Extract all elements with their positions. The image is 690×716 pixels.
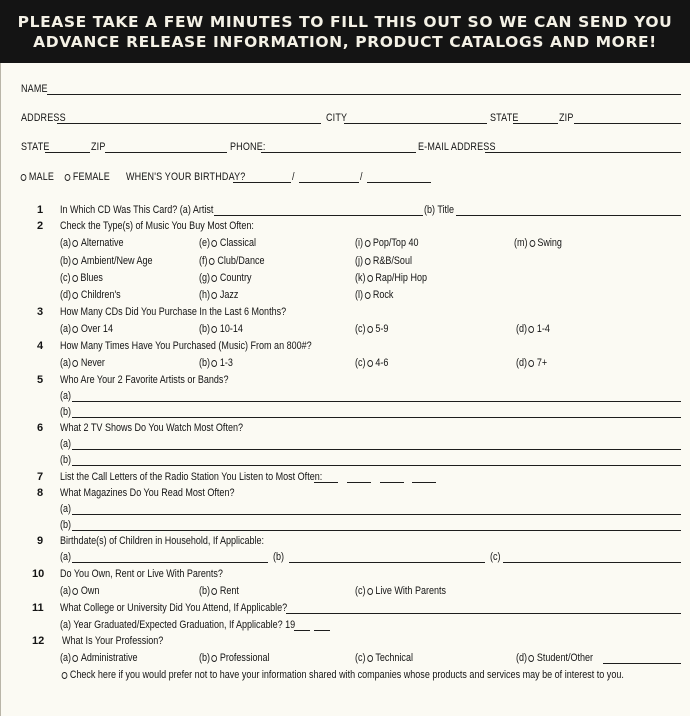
privacy-optout-checkbox[interactable] [60, 669, 624, 681]
radio-icon [212, 360, 218, 367]
profession-option[interactable] [516, 652, 593, 664]
gender-male[interactable] [19, 171, 54, 183]
music-option[interactable] [60, 272, 103, 284]
q8-text: What Magazines Do You Read Most Often? [60, 487, 235, 499]
grad-year-digit-field[interactable] [314, 630, 330, 631]
birthday-label: WHEN'S YOUR BIRTHDAY? [126, 171, 246, 183]
option-label: 7+ [536, 357, 548, 369]
header-banner [0, 0, 690, 63]
email-label: E-MAIL ADDRESS [418, 141, 496, 153]
music-option[interactable] [199, 289, 238, 301]
option-letter: (a) [60, 323, 72, 335]
q5-b-label: (b) [60, 406, 72, 418]
radio-icon [73, 588, 79, 595]
q10-text: Do You Own, Rent or Live With Parents? [60, 568, 223, 580]
q9-text: Birthdate(s) of Children in Household, If Applicable: [60, 535, 265, 547]
q11-text: What College or University Did You Attend, If Applicable? [60, 602, 288, 614]
option-label: Rent [219, 585, 239, 597]
option-label: 10-14 [219, 323, 243, 335]
birthday-day-field[interactable] [299, 182, 359, 183]
option-label: Children's [80, 289, 121, 301]
college-field[interactable] [286, 613, 681, 614]
question-number: 3 [37, 306, 44, 318]
banner-line-1: PLEASE TAKE A FEW MINUTES TO FILL THIS OUT SO WE CAN SEND YOU [17, 13, 673, 31]
cd-count-option[interactable] [516, 323, 550, 335]
female-label: FEMALE [72, 171, 110, 183]
birthday-slash-1: / [292, 171, 295, 183]
q7-text: List the Call Letters of the Radio Station You Listen to Most Often: [60, 471, 323, 483]
option-letter: (a) [60, 585, 72, 597]
male-label: MALE [28, 171, 55, 183]
question-number: 12 [32, 635, 45, 647]
radio-icon [212, 655, 218, 662]
gender-female[interactable] [63, 171, 110, 183]
option-letter: (m) [514, 237, 528, 249]
option-label: Rock [372, 289, 394, 301]
state-field[interactable] [513, 123, 558, 124]
music-option[interactable] [60, 237, 123, 249]
residence-option[interactable] [199, 585, 239, 597]
cd-count-option[interactable] [199, 323, 243, 335]
radio-icon [367, 655, 373, 662]
radio-icon [73, 292, 79, 299]
radio-icon [529, 326, 535, 333]
banner-line-2: ADVANCE RELEASE INFORMATION, PRODUCT CATALOGS AND MORE! [33, 33, 657, 51]
option-label: Jazz [219, 289, 239, 301]
q9-a-label: (a) [60, 551, 72, 563]
option-letter: (b) [199, 585, 211, 597]
option-label: Swing [537, 237, 562, 249]
q5-text: Who Are Your 2 Favorite Artists or Bands? [60, 374, 229, 386]
cd-count-option[interactable] [355, 323, 388, 335]
residence-option[interactable] [355, 585, 446, 597]
music-option[interactable] [355, 272, 427, 284]
option-label: Never [80, 357, 105, 369]
music-option[interactable] [355, 237, 418, 249]
question-number: 2 [37, 220, 44, 232]
option-letter: (a) [60, 652, 72, 664]
q6-a-field[interactable] [72, 449, 681, 450]
option-letter: (j) [355, 255, 364, 267]
q6-text: What 2 TV Shows Do You Watch Most Often? [60, 422, 244, 434]
city-field[interactable] [344, 123, 487, 124]
option-letter: (h) [199, 289, 211, 301]
option-letter: (d) [516, 323, 528, 335]
radio-icon [529, 655, 535, 662]
grad-year-digit-field[interactable] [294, 630, 310, 631]
option-letter: (e) [199, 237, 211, 249]
option-label: 4-6 [375, 357, 389, 369]
state-field-2[interactable] [45, 152, 90, 153]
state-label: STATE [490, 112, 519, 124]
music-option[interactable] [60, 289, 121, 301]
q9-c-label: (c) [490, 551, 501, 563]
city-label: CITY [326, 112, 348, 124]
option-letter: (b) [199, 652, 211, 664]
birthday-slash-2: / [360, 171, 363, 183]
music-option[interactable] [355, 255, 412, 267]
phone-label: PHONE: [230, 141, 266, 153]
option-label: Professional [219, 652, 270, 664]
radio-icon [365, 258, 371, 265]
radio-icon [212, 240, 218, 247]
option-label: Own [80, 585, 100, 597]
zip-label-2: ZIP [91, 141, 106, 153]
q8-b-field[interactable] [72, 530, 681, 531]
q2-text: Check the Type(s) of Music You Buy Most Often: [60, 220, 254, 232]
call-letter-field[interactable] [314, 482, 338, 483]
radio-icon [62, 672, 68, 679]
option-label: 1-4 [536, 323, 550, 335]
zip-label: ZIP [559, 112, 574, 124]
address-label: ADDRESS [21, 112, 66, 124]
profession-option[interactable] [355, 652, 413, 664]
option-letter: (g) [199, 272, 211, 284]
music-option[interactable] [60, 255, 153, 267]
radio-icon [73, 258, 79, 265]
radio-icon [73, 360, 79, 367]
birthday-month-field[interactable] [233, 182, 291, 183]
music-option[interactable] [199, 272, 251, 284]
q5-b-field[interactable] [72, 417, 681, 418]
purchase-count-option[interactable] [516, 357, 547, 369]
radio-icon [367, 326, 373, 333]
survey-form [0, 63, 690, 716]
purchase-count-option[interactable] [355, 357, 388, 369]
option-label: Classical [219, 237, 256, 249]
option-label: Blues [80, 272, 103, 284]
radio-icon [73, 326, 79, 333]
option-letter: (d) [60, 289, 72, 301]
option-letter: (a) [60, 237, 72, 249]
q5-a-label: (a) [60, 390, 72, 402]
privacy-optout-text: Check here if you would prefer not to have your information shared with companies whose products and services may be of interest to you. [69, 669, 624, 681]
q6-a-label: (a) [60, 438, 72, 450]
option-letter: (b) [60, 255, 72, 267]
birthday-year-field[interactable] [367, 182, 431, 183]
q3-text: How Many CDs Did You Purchase In the Last 6 Months? [60, 306, 287, 318]
q4-text: How Many Times Have You Purchased (Music) From an 800#? [60, 340, 312, 352]
radio-icon [367, 275, 373, 282]
q6-b-field[interactable] [72, 465, 681, 466]
q8-a-label: (a) [60, 503, 72, 515]
q9-a-field[interactable] [72, 562, 268, 563]
q1-text: In Which CD Was This Card? (a) Artist [60, 204, 214, 216]
music-option[interactable] [199, 237, 256, 249]
radio-icon [73, 240, 79, 247]
option-label: Over 14 [80, 323, 113, 335]
option-label: Live With Parents [375, 585, 447, 597]
option-letter: (b) [199, 357, 211, 369]
option-label: Technical [375, 652, 413, 664]
option-label: Rap/Hip Hop [375, 272, 428, 284]
q8-b-label: (b) [60, 519, 72, 531]
option-letter: (d) [516, 652, 528, 664]
option-letter: (d) [516, 357, 528, 369]
q5-a-field[interactable] [72, 401, 681, 402]
question-number: 8 [37, 487, 44, 499]
question-number: 9 [37, 535, 44, 547]
radio-icon [73, 655, 79, 662]
option-letter: (c) [60, 272, 71, 284]
name-field[interactable] [47, 94, 681, 95]
radio-icon [529, 240, 535, 247]
option-label: 5-9 [375, 323, 389, 335]
question-number: 6 [37, 422, 44, 434]
q6-b-label: (b) [60, 454, 72, 466]
zip-field-2[interactable] [105, 152, 227, 153]
q9-b-field[interactable] [289, 562, 485, 563]
email-field[interactable] [485, 152, 681, 153]
q12-text: What Is Your Profession? [62, 635, 164, 647]
call-letter-field[interactable] [380, 482, 404, 483]
profession-option[interactable] [60, 652, 138, 664]
call-letter-field[interactable] [347, 482, 371, 483]
option-label: Pop/Top 40 [372, 237, 419, 249]
profession-option[interactable] [199, 652, 270, 664]
question-number: 7 [37, 471, 44, 483]
q9-b-label: (b) [273, 551, 285, 563]
q8-a-field[interactable] [72, 514, 681, 515]
radio-icon [212, 292, 218, 299]
radio-icon [367, 588, 373, 595]
radio-icon [367, 360, 373, 367]
question-number: 5 [37, 374, 44, 386]
question-number: 10 [32, 568, 45, 580]
residence-option[interactable] [60, 585, 99, 597]
option-label: Ambient/New Age [80, 255, 153, 267]
music-option[interactable] [514, 237, 562, 249]
option-letter: (k) [355, 272, 366, 284]
music-option[interactable] [355, 289, 393, 301]
q1-title-field[interactable] [456, 215, 681, 216]
option-letter: (b) [199, 323, 211, 335]
radio-icon [212, 275, 218, 282]
question-number: 11 [32, 602, 44, 614]
option-letter: (c) [355, 585, 366, 597]
option-label: Country [219, 272, 252, 284]
call-letter-field[interactable] [412, 482, 436, 483]
q11-sub-text: (a) Year Graduated/Expected Graduation, If Applicable? 19 [60, 619, 296, 631]
radio-icon [21, 174, 27, 181]
q1-artist-field[interactable] [214, 215, 423, 216]
option-letter: (f) [199, 255, 208, 267]
q9-c-field[interactable] [503, 562, 681, 563]
question-number: 4 [37, 340, 44, 352]
profession-other-field[interactable] [603, 663, 681, 664]
music-option[interactable] [199, 255, 264, 267]
cd-count-option[interactable] [60, 323, 113, 335]
radio-icon [529, 360, 535, 367]
purchase-count-option[interactable] [199, 357, 233, 369]
radio-icon [65, 174, 71, 181]
option-label: Club/Dance [217, 255, 265, 267]
zip-field[interactable] [574, 123, 681, 124]
option-letter: (c) [355, 357, 366, 369]
q1-b-label: (b) Title [424, 204, 455, 216]
option-label: Administrative [80, 652, 138, 664]
option-label: Alternative [80, 237, 124, 249]
purchase-count-option[interactable] [60, 357, 105, 369]
name-label: NAME [21, 83, 48, 95]
radio-icon [212, 326, 218, 333]
state-label-2: STATE [21, 141, 50, 153]
question-number: 1 [37, 204, 44, 216]
option-label: Student/Other [536, 652, 594, 664]
radio-icon [72, 275, 78, 282]
option-label: 1-3 [219, 357, 233, 369]
option-letter: (l) [355, 289, 364, 301]
option-letter: (i) [355, 237, 364, 249]
phone-field[interactable] [261, 152, 416, 153]
option-letter: (a) [60, 357, 72, 369]
radio-icon [365, 292, 371, 299]
option-label: R&B/Soul [372, 255, 412, 267]
address-field[interactable] [57, 123, 321, 124]
radio-icon [365, 240, 371, 247]
radio-icon [209, 258, 215, 265]
option-letter: (c) [355, 652, 366, 664]
option-letter: (c) [355, 323, 366, 335]
radio-icon [212, 588, 218, 595]
